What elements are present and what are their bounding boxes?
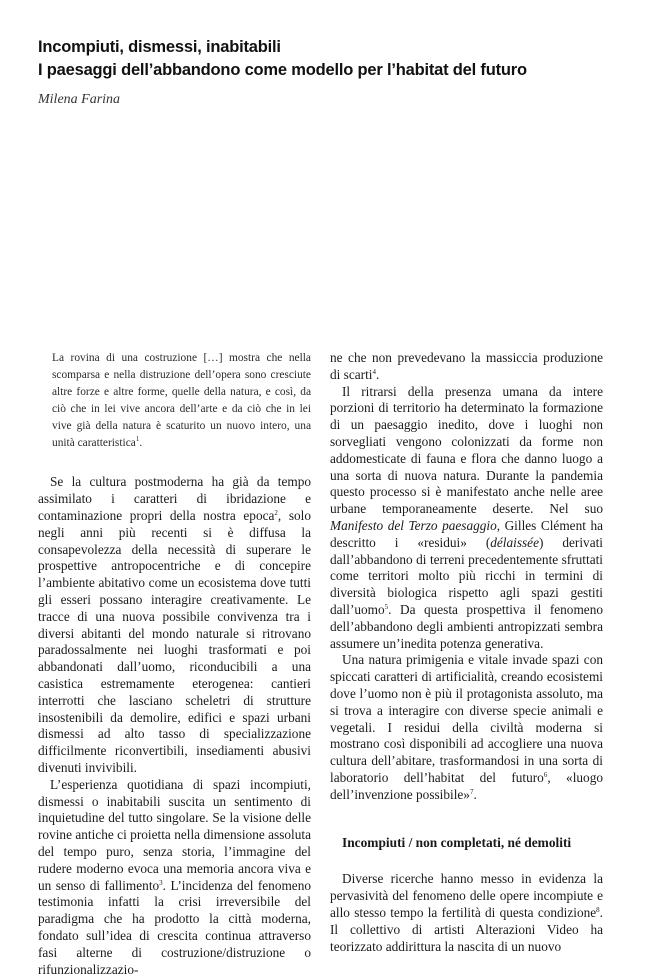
footnote-ref: 5 [384,602,389,611]
paragraph: L’esperienza quotidiana di spazi incompiuti, dismessi o inabitabili suscita un sentimento di inquietudine del tutto singolare. Se la visione delle rovine antiche ci proietta nella dimensione assoluta del tempo puro, senza storia, l’immagine del rudere moderno evoca una memoria ancora viva e un senso di fallimento$^3$. L’incidenza del fenomeno testimonia infatti la crisi irreversibile del paradigma che ha prodotto la città moderna, fondato sull’idea di crescita continua attraverso fasi alterne di costruzione/distruzione o rifunzionalizzazio- [38,776,312,977]
footnote-ref: 7 [469,787,474,796]
footnote-ref: 3 [159,878,163,887]
epigraph-quote: La rovina di una costruzione […] mostra che nella scomparsa e nella distruzione dell’opera sono cresciute altre forze e altre forme, quelle della natura, e così, da ciò che in lei vive ancora dell’arte e da ciò che in lei vive già della natura è scaturito un nuovo intero, una unità caratteristica$^1$. [52,352,311,449]
paragraph: Diverse ricerche hanno messo in evidenza la pervasività del fenomeno delle opere incompiute e allo stesso tempo la fertilità di questa condizione$^8$. Il collettivo di artisti Alterazioni Video ha teorizzato addirittura la nascita di un nuovo [330,871,603,954]
author-name: Milena Farina [38,92,121,107]
title-line-1: Incompiuti, dismessi, inabitabili [38,38,281,56]
footnote-ref: 8 [596,905,600,914]
right-body-text [330,350,603,955]
paragraph: Il ritrarsi della presenza umana da intere porzioni di territorio ha determinato la formazione di un paesaggio inedito, dove i luoghi non sorvegliati vengono colonizzati da forme non addomesticate di fauna e flora che danno luogo a una sorta di nuova natura. Durante la pandemia questo processo si è manifestato anche nelle aree urbane temporaneamente deserte. Nel suo Manifesto del Terzo paesaggio, Gilles Clément ha descritto i «residui» (délaissée) derivati dall’abbandono di terreni precedentemente sfruttati come territori molto più ricchi in termini di diversità biologica rispetto agli spazi gestiti dall’uomo$^5$. Da questa prospettiva il fenomeno dell’abbandono degli ambienti antropizzati sembra assumere un’inedita potenza generativa. [330,383,603,651]
left-column [38,350,311,978]
paragraph: Una natura primigenia e vitale invade spazi con spiccati caratteri di artificialità, creando ecosistemi dove l’uomo non è più il protagonista assoluto, ma si trova a interagire con diverse specie animali e vegetali. I residui della civiltà moderna si mostrano così disponibili ad accogliere una nuova cultura dell’abitare, trasformandosi in una sorta di laboratorio dell’habitat del futuro$^6$, «luogo dell’invenzione possibile»$^7$. [330,652,603,802]
footnote-ref: 2 [274,509,278,518]
left-body-text [38,474,311,978]
section-heading: Incompiuti / non completati, né demoliti [342,834,572,850]
title-line-2: I paesaggi dell’abbandono come modello per l’habitat del futuro [38,61,527,79]
footnote-ref: 4 [372,367,376,376]
book-title: Manifesto del Terzo paesaggio [330,517,497,533]
epigraph-text: La rovina di una costruzione […] mostra che nella scomparsa e nella distruzione dell’opera sono cresciute altre forze e altre forme, quelle della natura, e così, da ciò che in lei vive ancora dell’arte e da ciò che in lei vive già della natura è scaturito un nuovo intero, una unità caratteristica [52,352,311,449]
french-term: délaissée [490,534,539,550]
article-title [38,36,628,82]
paragraph: Se la cultura postmoderna ha già da tempo assimilato i caratteri di ibridazione e contaminazione propri della nostra epoca$^2$, solo negli anni più recenti si è diffusa la consapevolezza della necessità di superare le prospettive antropocentriche e di concepire l’ambiente abitativo come un ecosistema dove tutti gli esseri possano interagire creativamente. Le tracce di una nuova possibile convivenza tra i diversi abitanti del mondo naturale si ritrovano paradossalmente nei luoghi trasformati e poi abbandonati dall’uomo, riconducibili a una casistica estremamente eterogenea: cantieri interrotti che lasciano scheletri di strutture insostenibili da demolire, edifici e spazi urbani dismessi ad alto tasso di specializzazione difficilmente riconvertibili, insediamenti abusivi divenuti invivibili. [38,474,311,775]
paragraph-continued: ne che non prevedevano la massiccia produzione di scarti$^4$. [330,350,603,382]
footnote-ref: 1 [135,434,140,443]
right-column [330,350,603,955]
footnote-ref: 6 [543,770,548,779]
